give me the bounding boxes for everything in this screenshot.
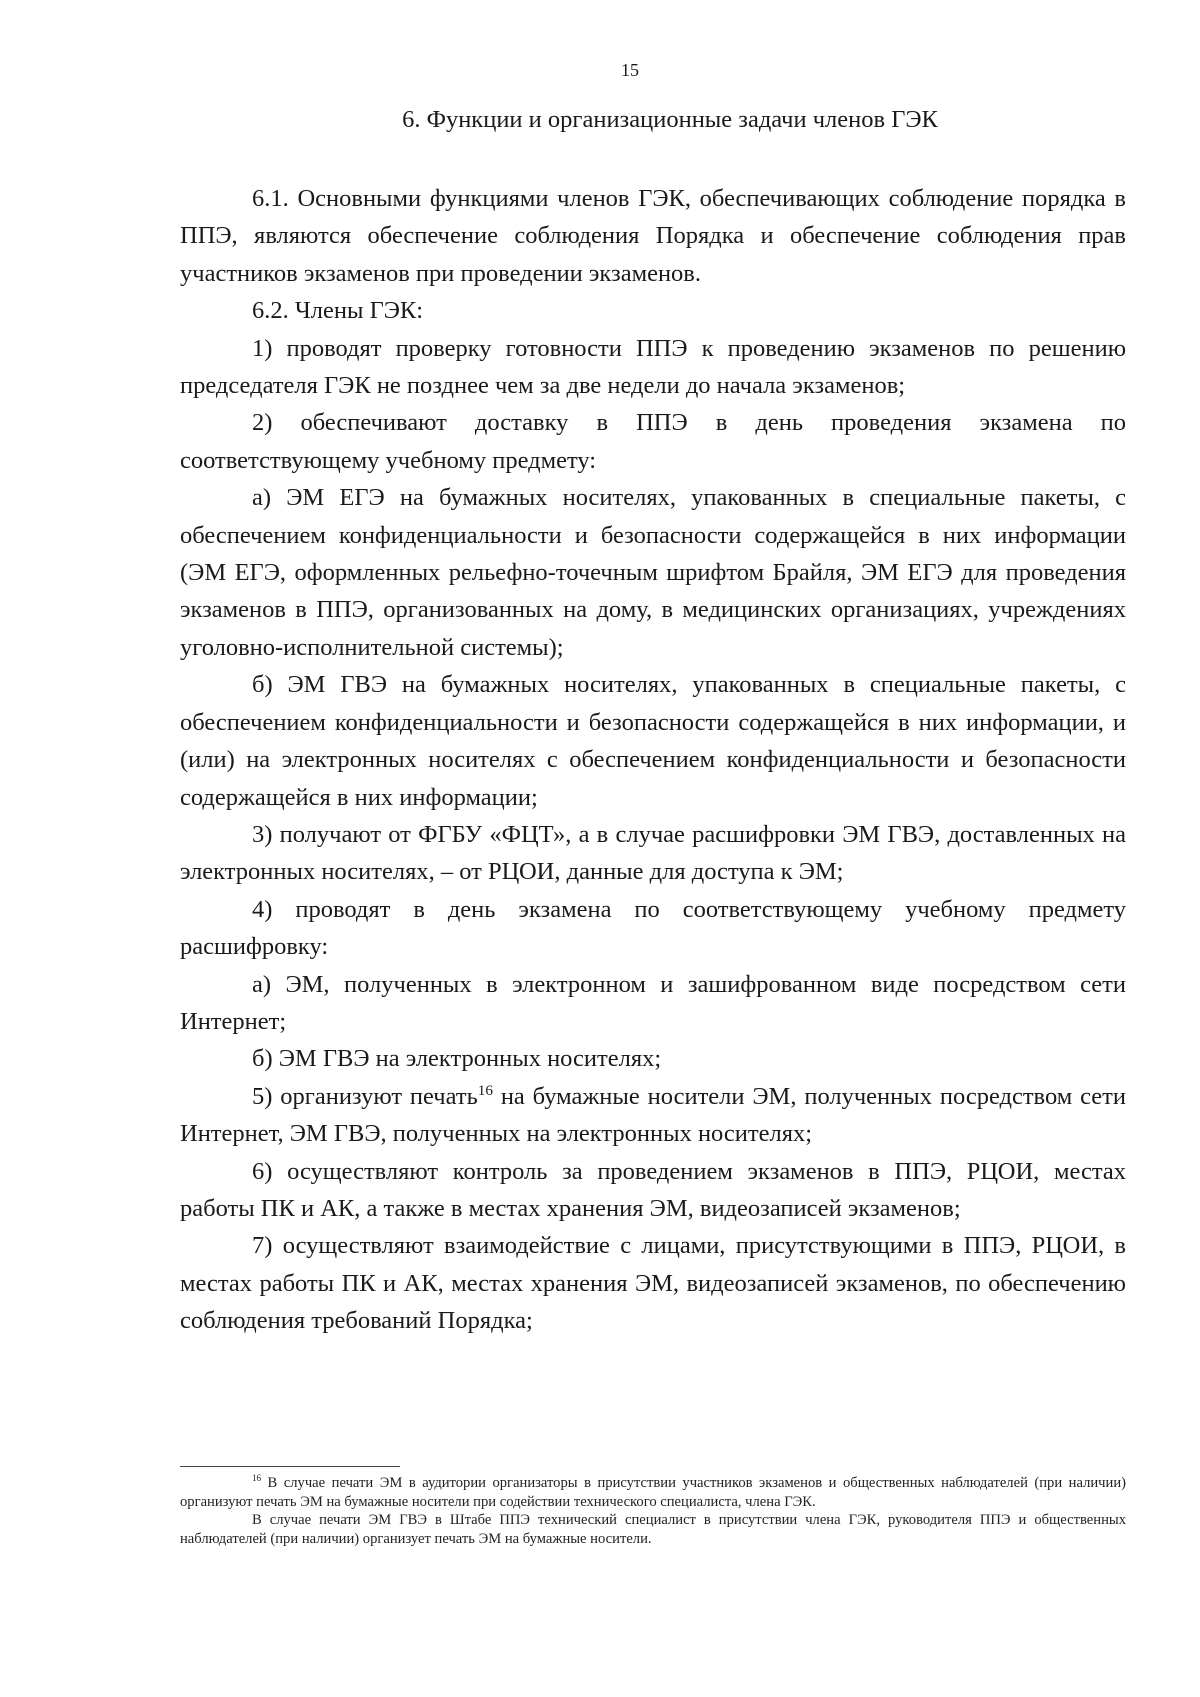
list-item-3: 3) получают от ФГБУ «ФЦТ», а в случае расшифровки ЭМ ГВЭ, доставленных на электронных носителях, – от РЦОИ, данные для доступа к ЭМ; xyxy=(180,820,1126,886)
footnote-16-continued: В случае печати ЭМ ГВЭ в Штабе ППЭ технический специалист в присутствии члена ГЭК, руководителя ППЭ и общественных наблюдателей (при наличии) организует печать ЭМ на бумажные носители. xyxy=(180,1512,1126,1547)
list-item-6: 6) осуществляют контроль за проведением экзаменов в ППЭ, РЦОИ, местах работы ПК и АК, а также в местах хранения ЭМ, видеозаписей экзаменов; xyxy=(180,1157,1126,1222)
paragraph-6-2: 6.2. Члены ГЭК: xyxy=(252,297,424,325)
footnotes xyxy=(180,1474,1126,1548)
list-item-5-end: на бумажные носители ЭМ, полученных посредством сети Интернет, ЭМ ГВЭ, полученных на электронных носителях; xyxy=(180,1082,1126,1148)
list-item-5-start: 5) организуют печать xyxy=(252,1082,478,1110)
list-item-2b: б) ЭМ ГВЭ на бумажных носителях, упакованных в специальные пакеты, с обеспечением конфиденциальности и безопасности содержащейся в них информации, и (или) на электронных носителях с обеспечением конфиденциальности и безопасности содержащейся в них информации; xyxy=(180,671,1126,811)
footnote-divider xyxy=(180,1466,400,1467)
list-item-2: 2) обеспечивают доставку в ППЭ в день проведения экзамена по соответствующему учебному предмету: xyxy=(180,409,1126,474)
list-item-1: 1) проводят проверку готовности ППЭ к проведению экзаменов по решению председателя ГЭК не позднее чем за две недели до начала экзаменов; xyxy=(180,334,1126,400)
page-number: 15 xyxy=(621,60,639,80)
list-item-4a: а) ЭМ, полученных в электронном и зашифрованном виде посредством сети Интернет; xyxy=(180,970,1126,1035)
body-text xyxy=(180,180,1126,1340)
footnote-16-text: В случае печати ЭМ в аудитории организаторы в присутствии участников экзаменов и общественных наблюдателей (при наличии) организуют печать ЭМ на бумажные носители при содействии технического специалиста, члена ГЭК. xyxy=(180,1475,1126,1510)
list-item-4: 4) проводят в день экзамена по соответствующему учебному предмету расшифровку: xyxy=(180,895,1126,961)
list-item-5 xyxy=(180,1078,1126,1153)
section-title: 6. Функции и организационные задачи членов ГЭК xyxy=(402,106,938,133)
list-item-4b: б) ЭМ ГВЭ на электронных носителях; xyxy=(252,1045,662,1073)
footnote-16 xyxy=(180,1474,1126,1511)
footnote-reference: 16 xyxy=(477,1081,493,1099)
list-item-7: 7) осуществляют взаимодействие с лицами, присутствующими в ППЭ, РЦОИ, в местах работы ПК и АК, местах хранения ЭМ, видеозаписей экзаменов, по обеспечению соблюдения требований Порядка; xyxy=(180,1232,1126,1335)
paragraph-6-1: 6.1. Основными функциями членов ГЭК, обеспечивающих соблюдение порядка в ППЭ, являются обеспечение соблюдения Порядка и обеспечение соблюдения прав участников экзаменов при проведении экзаменов. xyxy=(180,185,1126,287)
list-item-2a: а) ЭМ ЕГЭ на бумажных носителях, упакованных в специальные пакеты, с обеспечением конфиденциальности и безопасности содержащейся в них информации (ЭМ ЕГЭ, оформленных рельефно-точечным шрифтом Брайля, ЭМ ЕГЭ для проведения экзаменов в ППЭ, организованных на дому, в медицинских организациях, учреждениях уголовно-исполнительной системы); xyxy=(180,484,1126,661)
footnote-marker: 16 xyxy=(252,1473,262,1484)
